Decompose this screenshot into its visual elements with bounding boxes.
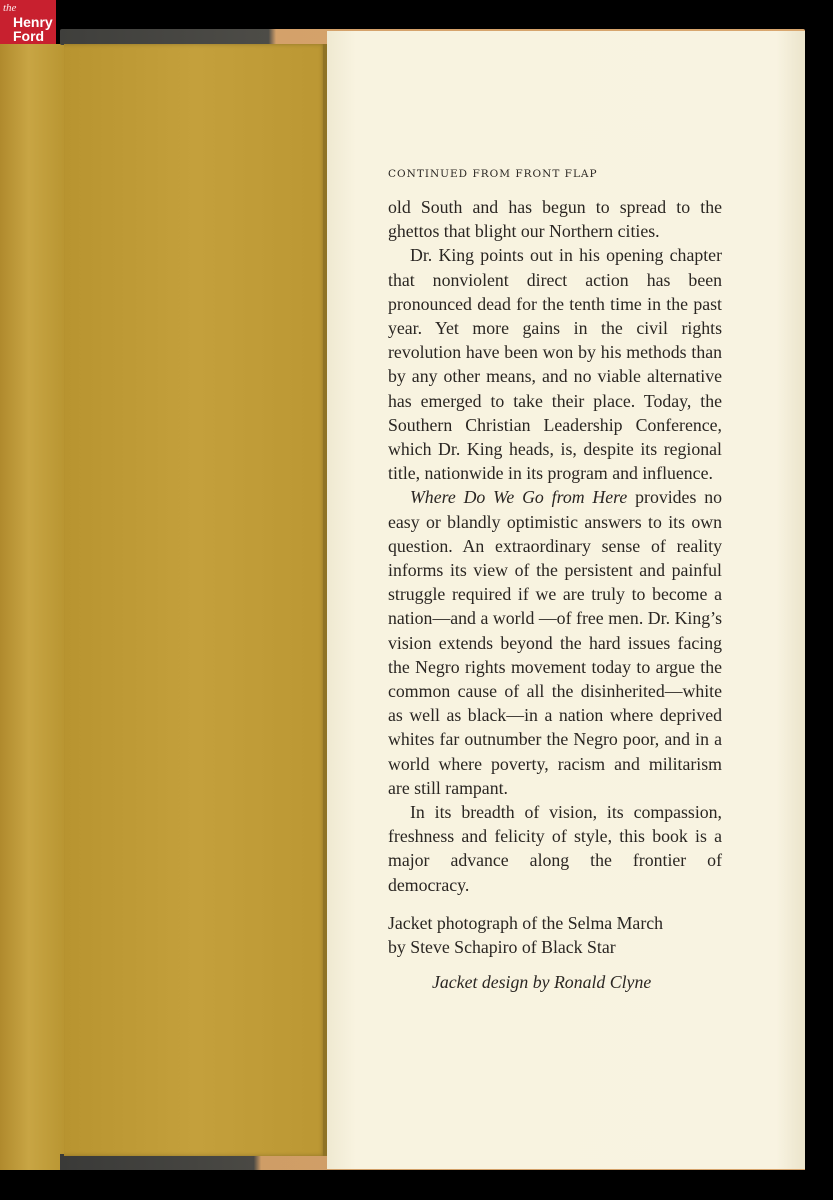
paragraph-2: Dr. King points out in his opening chapter that nonviolent direct action has been pronounced dead for the tenth time in the past year. Yet more gains in the civil rights revolution have been won by his methods than by any other means, and no viable alternative has emerged to take their place. Today, the Southern Christian Leadership Conference, which Dr. King heads, is, despite its regional title, nationwide in its program and influence. (388, 245, 722, 484)
logo-line-ford: Ford (13, 28, 45, 44)
logo-the: the (3, 2, 17, 14)
endpaper-panel (64, 44, 326, 1156)
design-credit: Jacket design by Ronald Clyne (432, 972, 652, 993)
book-title: Where Do We Go from Here (410, 487, 628, 508)
photo-credit-line-1: Jacket photograph of the Selma March (388, 912, 664, 933)
paragraph-4: In its breadth of vision, its compassion, freshness and felicity of style, this book is a major advance along the frontier of democracy. (388, 802, 722, 895)
paragraph-3-text: provides no easy or blandly optimistic answers to its own question. An extraordinary sense of reality informs its view of the persistent and painful struggle required if we are truly to become a nation—and a world —of free men. Dr. King’s vision extends beyond the hard issues facing the Negro rights movement today to argue the common cause of all the disinherited—white as well as black—in a nation where deprived whites far outnumber the Negro poor, and in a world where poverty, racism and militarism are still rampant. (388, 487, 722, 798)
paragraph-1: old South and has begun to spread to the ghettos that blight our Northern cities. (388, 197, 722, 242)
photo-credit-line-2: by Steve Schapiro of Black Star (388, 937, 616, 958)
logo-line-henry: Henry (13, 14, 53, 30)
flap-text (388, 168, 722, 995)
paragraph-3 (388, 485, 722, 800)
book-cover-board (0, 44, 64, 1170)
photo-credit (388, 911, 722, 959)
logo-wordmark (13, 15, 53, 43)
flap-heading: CONTINUED FROM FRONT FLAP (388, 168, 598, 180)
